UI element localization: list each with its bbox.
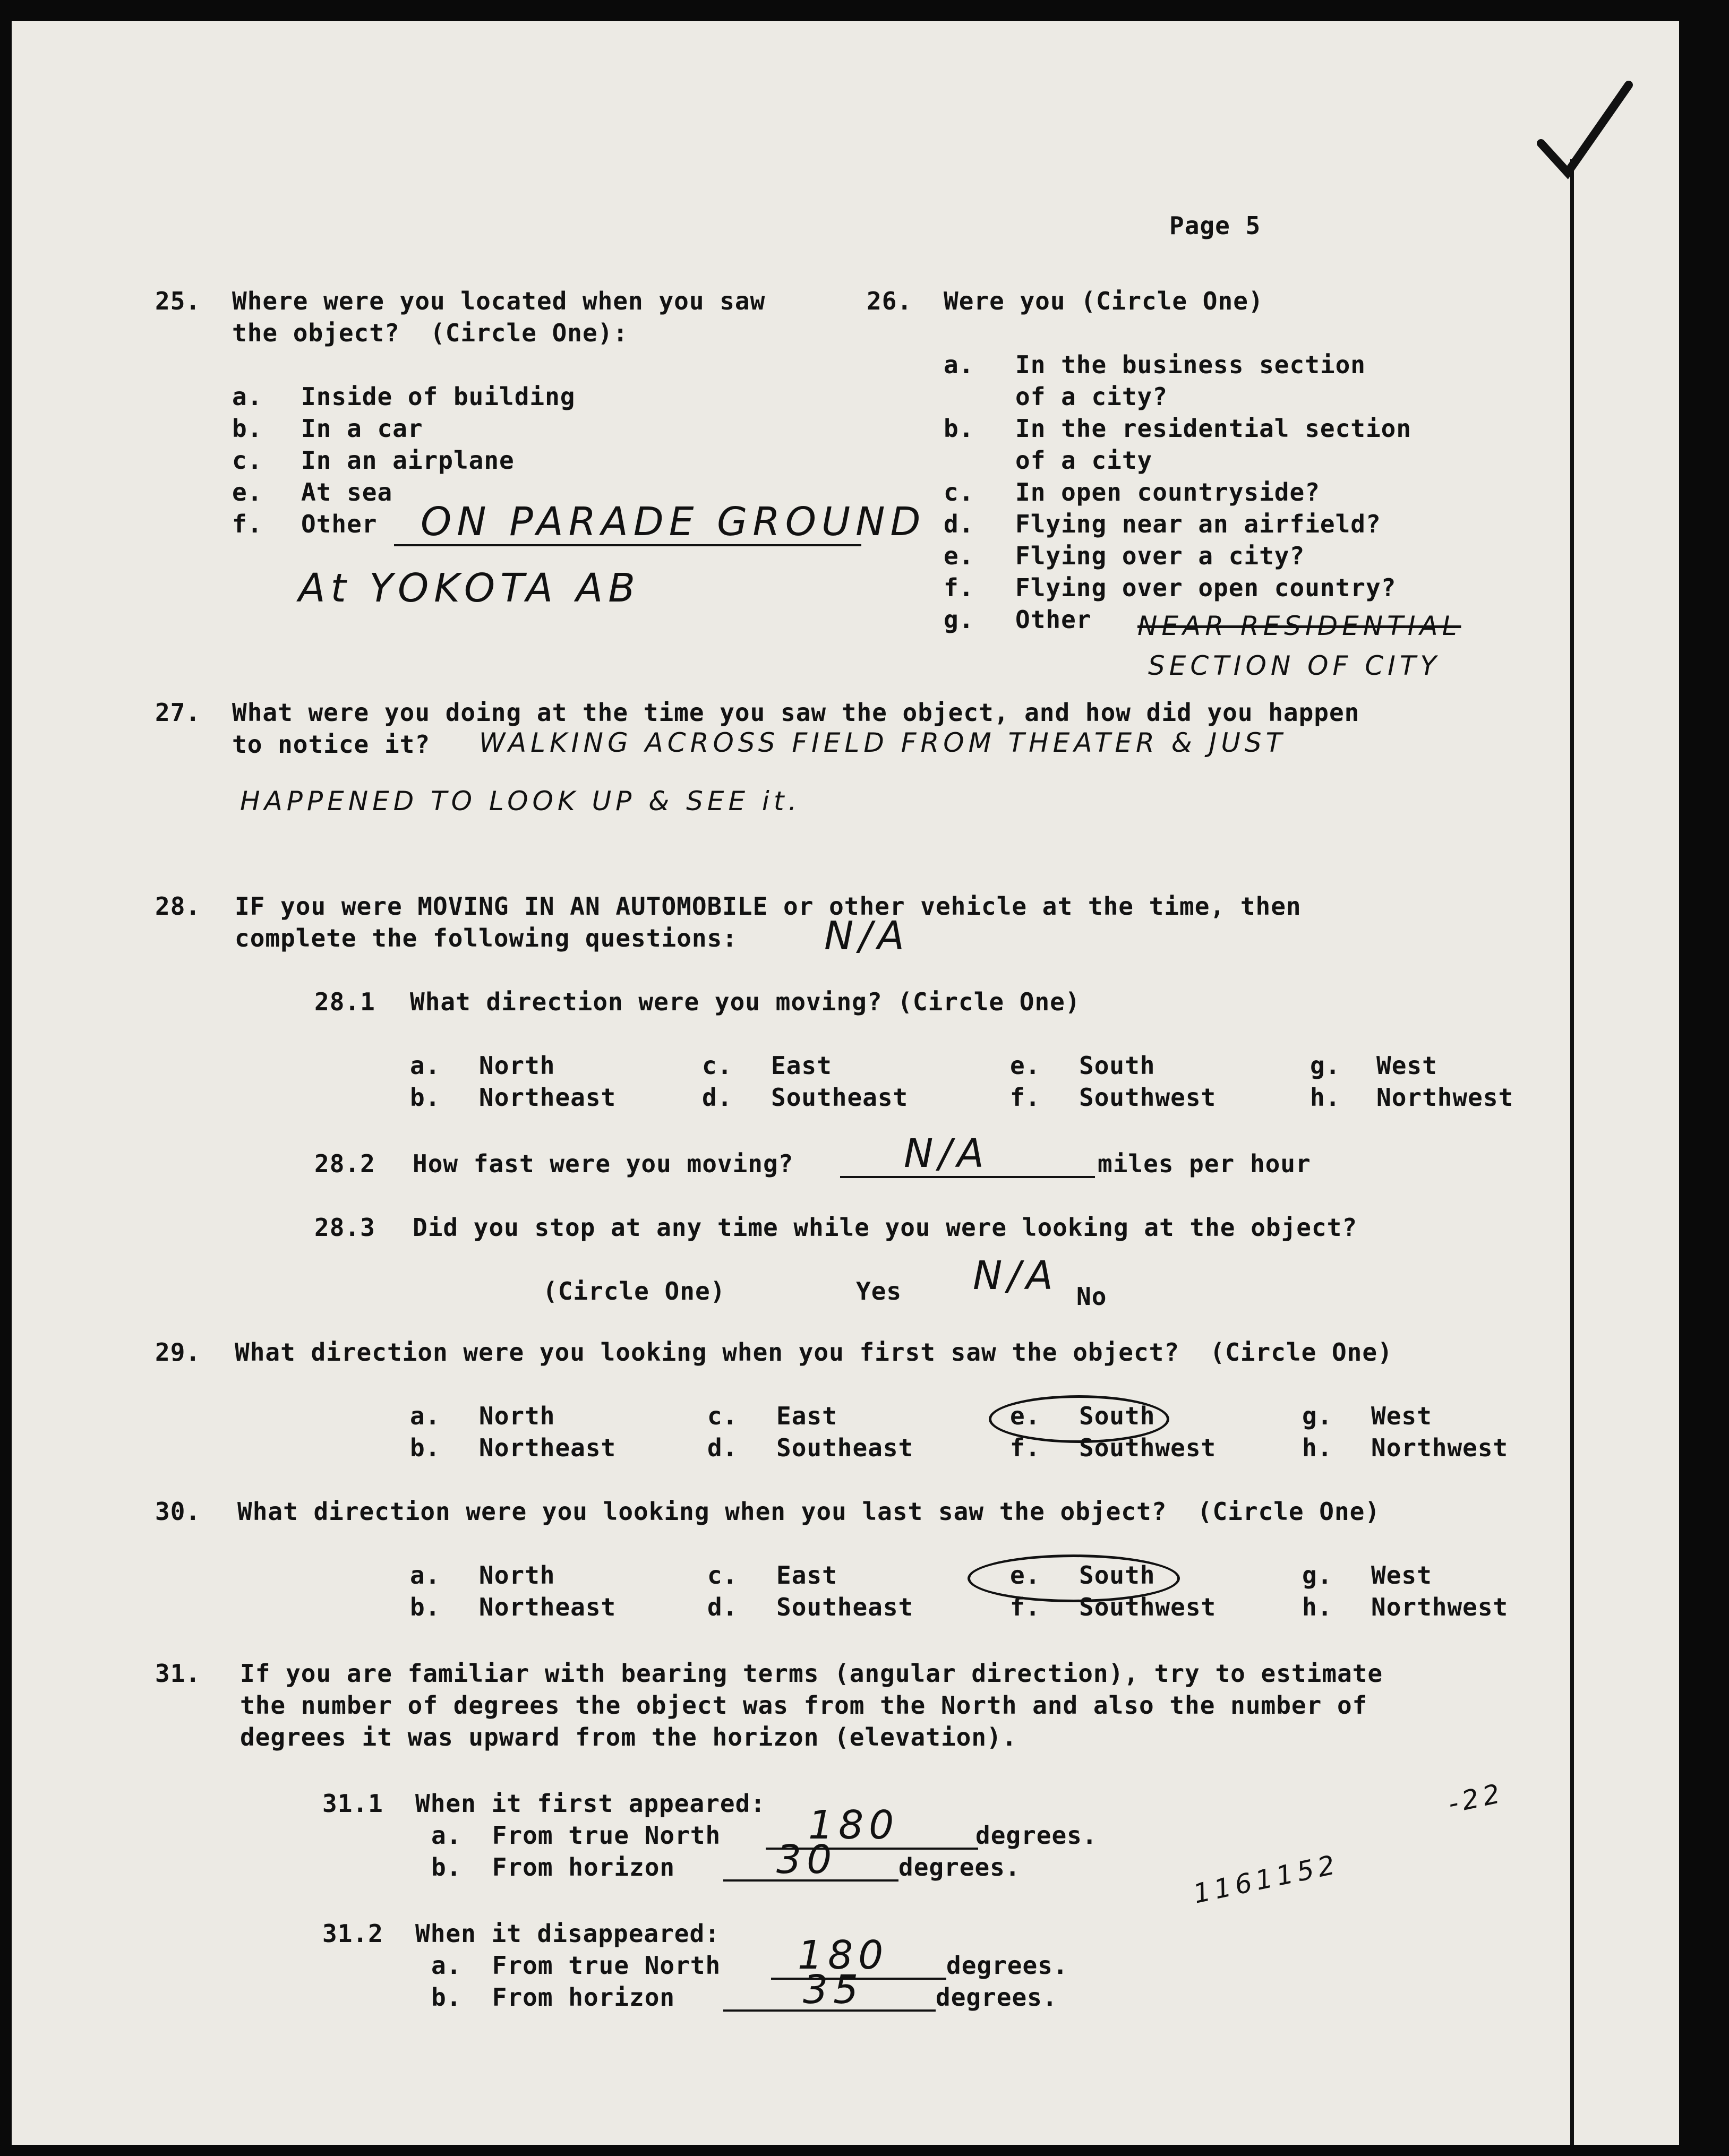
- q25-option-text: In an airplane: [301, 446, 515, 475]
- q29-option-letter: g.: [1302, 1402, 1333, 1430]
- q30-option-text: North: [479, 1561, 555, 1590]
- q29-option-text: Northeast: [479, 1433, 617, 1462]
- q26-option-text: Flying near an airfield?: [1015, 510, 1381, 538]
- q30-option-letter: f.: [1010, 1593, 1041, 1621]
- q30-prompt: What direction were you looking when you last saw the object? (Circle One): [237, 1497, 1381, 1526]
- q28-1-option-letter: g.: [1310, 1051, 1341, 1080]
- q28-1-option-text: North: [479, 1051, 555, 1080]
- q26-option-text: Other: [1015, 605, 1092, 634]
- q31-prompt-line3: degrees it was upward from the horizon (elevation).: [240, 1723, 1017, 1751]
- q31-2-b-handwritten: 35: [803, 1967, 864, 2013]
- q31-2-b-suffix: degrees.: [936, 1983, 1058, 2012]
- q28-3-yes: Yes: [856, 1277, 902, 1305]
- q30-option-letter: d.: [707, 1593, 738, 1621]
- q30-option-text: South: [1079, 1561, 1155, 1590]
- file-stamp-suffix: -22: [1445, 1777, 1507, 1819]
- q25-option-text: Other: [301, 510, 378, 538]
- q25-option-text: In a car: [301, 414, 423, 443]
- q30-option-letter: g.: [1302, 1561, 1333, 1590]
- q28-1-option-letter: c.: [702, 1051, 733, 1080]
- q26-prompt: Were you (Circle One): [944, 287, 1264, 315]
- q31-1-a-label: a. From true North: [431, 1821, 721, 1850]
- q28-3-circle-one: (Circle One): [543, 1277, 726, 1305]
- q28-1-option-letter: a.: [410, 1051, 441, 1080]
- q26-option-letter: c.: [944, 478, 974, 506]
- q29-option-letter: f.: [1010, 1433, 1041, 1462]
- q29-prompt: What direction were you looking when you first saw the object? (Circle One): [235, 1338, 1393, 1367]
- q27-prompt-line1: What were you doing at the time you saw the object, and how did you happen: [232, 698, 1360, 727]
- q26-option-text: In open countryside?: [1015, 478, 1320, 506]
- q28-1-option-letter: d.: [702, 1083, 733, 1112]
- q25-option-letter: c.: [232, 446, 263, 475]
- q28-1-option-letter: h.: [1310, 1083, 1341, 1112]
- q31-2-a-handwritten: 180: [798, 1932, 889, 1978]
- q26-option-letter: g.: [944, 605, 974, 634]
- q27-handwritten-answer: WALKING ACROSS FIELD FROM THEATER & JUST: [479, 727, 1287, 758]
- q31-1-a-handwritten: 180: [808, 1802, 900, 1848]
- q28-1-number: 28.1: [314, 987, 375, 1016]
- q28-1-option-letter: f.: [1010, 1083, 1041, 1112]
- q26-option-letter: d.: [944, 510, 974, 538]
- q30-option-text: Southeast: [776, 1593, 914, 1621]
- q30-option-letter: c.: [707, 1561, 738, 1590]
- q28-2-handwritten-answer: N/A: [904, 1131, 989, 1176]
- file-stamp: 1161152: [1191, 1849, 1342, 1910]
- q25-option-letter: e.: [232, 478, 263, 506]
- q27-number: 27.: [155, 698, 201, 727]
- q28-1-prompt: What direction were you moving? (Circle One): [410, 987, 1081, 1016]
- q26-option-letter: a.: [944, 350, 974, 379]
- q25-option-text: At sea: [301, 478, 393, 506]
- q26-option-text: Flying over a city?: [1015, 542, 1305, 570]
- q31-2-a-suffix: degrees.: [946, 1951, 1068, 1980]
- q31-2-a-label: a. From true North: [431, 1951, 721, 1980]
- q31-prompt-line1: If you are familiar with bearing terms (angular direction), try to estimate: [240, 1659, 1383, 1688]
- q31-2-number: 31.2: [322, 1919, 383, 1948]
- q29-option-letter: b.: [410, 1433, 441, 1462]
- q28-1-option-text: Southwest: [1079, 1083, 1217, 1112]
- q28-3-prompt: Did you stop at any time while you were looking at the object?: [413, 1213, 1358, 1242]
- q31-1-b-label: b. From horizon: [431, 1853, 675, 1882]
- q29-option-text: North: [479, 1402, 555, 1430]
- q25-option-text: Inside of building: [301, 382, 576, 411]
- q28-1-option-text: Northeast: [479, 1083, 617, 1112]
- q30-option-text: West: [1371, 1561, 1432, 1590]
- q25-handwritten-answer-2: At YOKOTA AB: [298, 565, 641, 611]
- q28-1-option-text: Southeast: [771, 1083, 909, 1112]
- q28-prompt-line2: complete the following questions:: [235, 924, 738, 952]
- q30-option-text: Northwest: [1371, 1593, 1509, 1621]
- q28-1-option-text: West: [1376, 1051, 1437, 1080]
- q25-option-letter: b.: [232, 414, 263, 443]
- q28-1-option-text: Northwest: [1376, 1083, 1514, 1112]
- q31-number: 31.: [155, 1659, 201, 1688]
- q26-option-letter: f.: [944, 573, 974, 602]
- q30-option-letter: b.: [410, 1593, 441, 1621]
- q30-option-letter: a.: [410, 1561, 441, 1590]
- q25-number: 25.: [155, 287, 201, 315]
- document-page: [12, 21, 1679, 2145]
- q31-1-b-handwritten: 30: [776, 1837, 837, 1883]
- q30-option-text: Northeast: [479, 1593, 617, 1621]
- q30-number: 30.: [155, 1497, 201, 1526]
- q31-1-number: 31.1: [322, 1789, 383, 1818]
- q29-number: 29.: [155, 1338, 201, 1367]
- q26-handwritten-answer-2: SECTION OF CITY: [1148, 650, 1441, 681]
- q27-prompt-line2: to notice it?: [232, 730, 431, 759]
- q29-option-text: South: [1079, 1402, 1155, 1430]
- q25-handwritten-answer: ON PARADE GROUND: [421, 499, 926, 545]
- q28-2-prompt: How fast were you moving?: [413, 1149, 794, 1178]
- q25-option-letter: a.: [232, 382, 263, 411]
- q31-2-b-label: b. From horizon: [431, 1983, 675, 2012]
- q31-1-a-suffix: degrees.: [975, 1821, 1098, 1850]
- q29-option-text: West: [1371, 1402, 1432, 1430]
- q29-option-letter: a.: [410, 1402, 441, 1430]
- q28-3-handwritten-answer: N/A: [973, 1253, 1058, 1299]
- q26-handwritten-answer: NEAR RESIDENTIAL: [1137, 611, 1461, 641]
- q29-option-letter: e.: [1010, 1402, 1041, 1430]
- q26-option-text: In the business section: [1015, 350, 1366, 379]
- q28-2-suffix: miles per hour: [1098, 1149, 1311, 1178]
- q30-option-letter: e.: [1010, 1561, 1041, 1590]
- q28-handwritten-answer: N/A: [824, 913, 910, 959]
- q31-2-title: When it disappeared:: [415, 1919, 720, 1948]
- q29-option-letter: h.: [1302, 1433, 1333, 1462]
- q30-option-text: Southwest: [1079, 1593, 1217, 1621]
- q31-1-b-suffix: degrees.: [898, 1853, 1021, 1882]
- q29-option-text: Southwest: [1079, 1433, 1217, 1462]
- q28-2-number: 28.2: [314, 1149, 375, 1178]
- q28-1-option-text: East: [771, 1051, 832, 1080]
- q28-3-no: No: [1076, 1282, 1107, 1311]
- q26-option-text: In the residential section: [1015, 414, 1412, 443]
- q28-1-option-letter: b.: [410, 1083, 441, 1112]
- margin-rule: [1570, 159, 1574, 2145]
- q30-option-text: East: [776, 1561, 837, 1590]
- q25-option-letter: f.: [232, 510, 263, 538]
- q28-1-option-letter: e.: [1010, 1051, 1041, 1080]
- q28-number: 28.: [155, 892, 201, 921]
- q31-1-title: When it first appeared:: [415, 1789, 766, 1818]
- q25-prompt-line2: the object? (Circle One):: [232, 319, 629, 347]
- q26-option-text-cont: of a city?: [1015, 382, 1168, 411]
- q28-1-option-text: South: [1079, 1051, 1155, 1080]
- q28-prompt-line1: IF you were MOVING IN AN AUTOMOBILE or other vehicle at the time, then: [235, 892, 1302, 921]
- q27-handwritten-answer-2: HAPPENED TO LOOK UP & SEE it.: [240, 786, 801, 817]
- q26-option-letter: b.: [944, 414, 974, 443]
- q29-option-letter: d.: [707, 1433, 738, 1462]
- page-number: Page 5: [1169, 211, 1261, 240]
- checkmark-icon: [1530, 74, 1637, 181]
- q26-option-text-cont: of a city: [1015, 446, 1153, 475]
- q29-option-letter: c.: [707, 1402, 738, 1430]
- q30-option-letter: h.: [1302, 1593, 1333, 1621]
- q29-option-text: Southeast: [776, 1433, 914, 1462]
- q29-option-text: East: [776, 1402, 837, 1430]
- q31-prompt-line2: the number of degrees the object was from the North and also the number of: [240, 1691, 1368, 1720]
- q26-option-letter: e.: [944, 542, 974, 570]
- q25-prompt-line1: Where were you located when you saw: [232, 287, 766, 315]
- q26-option-text: Flying over open country?: [1015, 573, 1397, 602]
- q29-option-text: Northwest: [1371, 1433, 1509, 1462]
- q26-number: 26.: [867, 287, 913, 315]
- q28-3-number: 28.3: [314, 1213, 375, 1242]
